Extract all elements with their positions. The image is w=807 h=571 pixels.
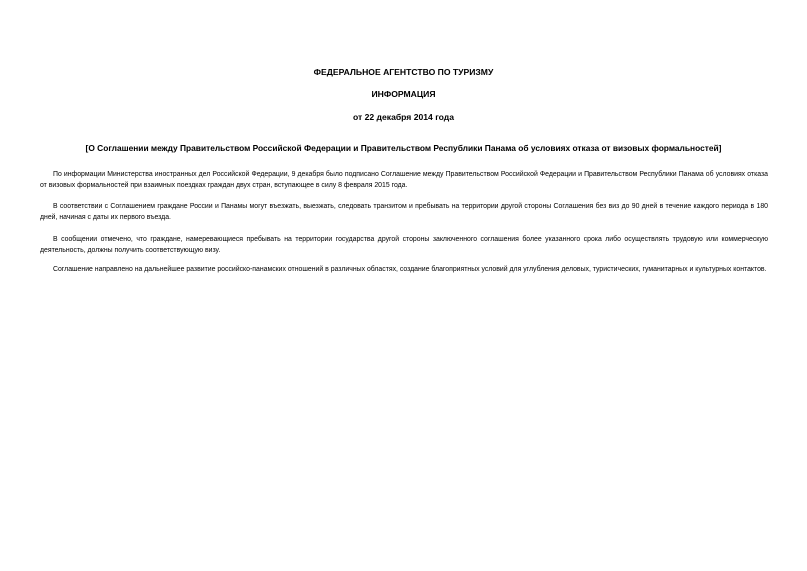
body-paragraph: Соглашение направлено на дальнейшее развитие российско-панамских отношений в различных областях, создание благоприятных условий для углубления деловых, туристических, гуманитарных и культурных контактов. — [53, 266, 767, 273]
body-paragraph: В сообщении отмечено, что граждане, намеревающиеся пребывать на территории государства другой стороны заключенного соглашения более указанного срока либо осуществлять трудовую или коммерческую деятельность, должны получить соответствующую визу. — [40, 236, 768, 254]
document-date: от 22 декабря 2014 года — [352, 112, 455, 122]
body-paragraph: По информации Министерства иностранных дел Российской Федерации, 9 декабря было подписано Соглашение между Правительством Российской Федерации и Правительством Республики Панама об условиях отказа от визовых формальностей при взаимных поездках граждан двух стран, вступающее в силу 8 февраля 2015 года. — [40, 171, 768, 189]
document-subject: [О Соглашении между Правительством Российской Федерации и Правительством Республики Панама об условиях отказа от визовых формальностей] — [85, 143, 722, 153]
agency-heading: ФЕДЕРАЛЬНОЕ АГЕНТСТВО ПО ТУРИЗМУ — [313, 67, 494, 77]
document-type-heading: ИНФОРМАЦИЯ — [371, 89, 436, 99]
body-paragraph: В соответствии с Соглашением граждане России и Панамы могут въезжать, выезжать, следовать транзитом и пребывать на территории другой стороны Соглашения без виз до 90 дней в течение каждого периода в 180 дней, начиная с даты их первого въезда. — [40, 203, 768, 221]
